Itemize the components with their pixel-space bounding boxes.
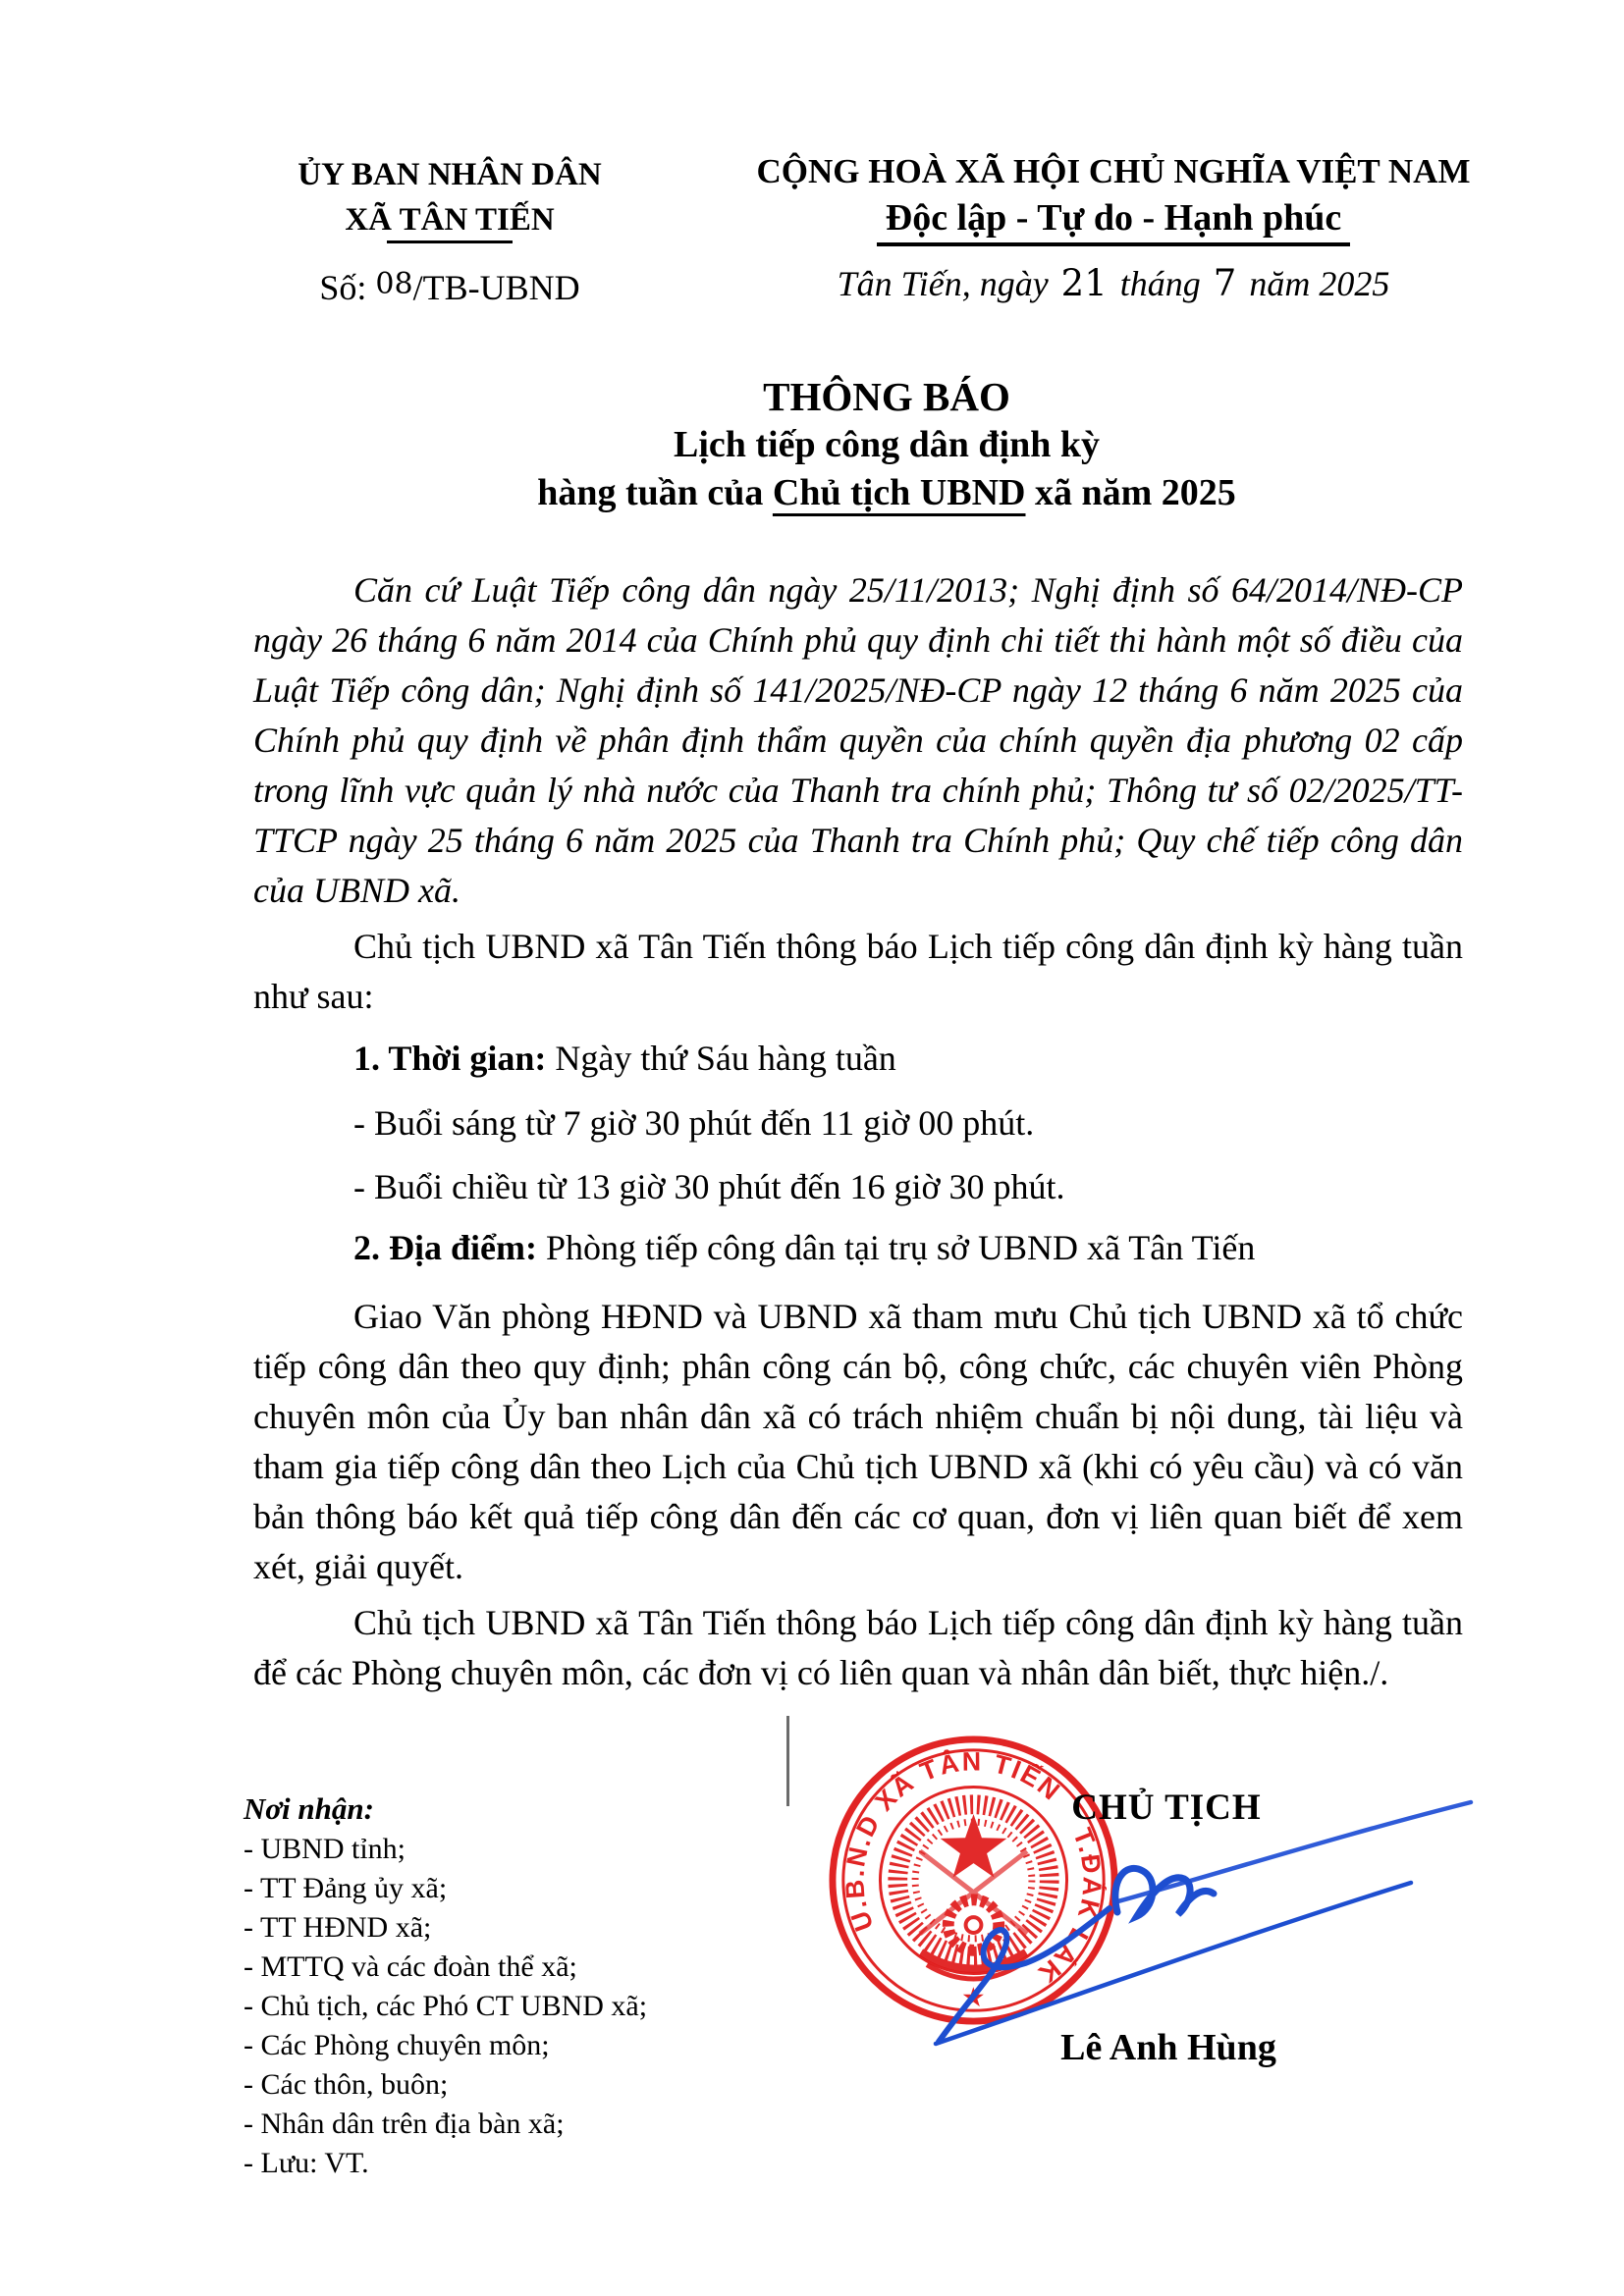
place-and-date-line <box>731 262 1496 304</box>
national-motto-line2: Độc lập - Tự do - Hạnh phúc <box>885 197 1342 239</box>
title-line3-post: xã năm 2025 <box>1025 472 1236 513</box>
document-number-label: Số: <box>319 268 376 307</box>
signature-stroke-tail-loop <box>939 1908 1110 2042</box>
closing-paragraph <box>253 1598 1463 1698</box>
signature-stroke-long-lower <box>936 1883 1411 2044</box>
recipient-item: - Các thôn, buôn; <box>244 2068 449 2101</box>
document-title-block <box>253 373 1520 517</box>
recipient-item: - TT Đảng ủy xã; <box>244 1872 448 1904</box>
issuing-org-block <box>263 152 636 313</box>
date-place: Tân Tiến, ngày <box>837 264 1049 303</box>
recipient-item: - Nhân dân trên địa bàn xã; <box>244 2108 565 2140</box>
seal-arc-text-left: U.B.N.D XÃ TÂN TIẾN <box>839 1746 1067 1936</box>
signer-name: Lê Anh Hùng <box>1060 2027 1276 2068</box>
document-number-suffix: /TB-UBND <box>412 268 580 307</box>
date-day: 21 <box>1060 262 1108 304</box>
afternoon-schedule-line: - Buổi chiều từ 13 giờ 30 phút đến 16 giờ 30 phút. <box>353 1167 1065 1206</box>
title-line1: THÔNG BÁO <box>763 374 1010 419</box>
recipient-item: - MTTQ và các đoàn thể xã; <box>244 1950 577 1983</box>
date-year: năm 2025 <box>1249 264 1390 303</box>
legal-basis-text: Căn cứ Luật Tiếp công dân ngày 25/11/2013; Nghị định số 64/2014/NĐ-CP ngày 26 tháng 6 năm 2014 của Chính phủ quy định chi tiết thi hành một số điều của Luật Tiếp công dân; Nghị định số 141/2025/NĐ-CP ngày 12 tháng 6 năm 2025 của Chính phủ quy định về phân định thẩm quyền của chính quyền địa phương 02 cấp trong lĩnh vực quản lý nhà nước của Thanh tra chính phủ; Thông tư số 02/2025/TT-TTCP ngày 25 tháng 6 năm 2025 của Thanh tra Chính phủ; Quy chế tiếp công dân của UBND xã. <box>253 570 1463 910</box>
title-line3 <box>253 469 1520 517</box>
title-line2: Lịch tiếp công dân định kỳ <box>674 424 1100 465</box>
closing-text: Chủ tịch UBND xã Tân Tiến thông báo Lịch tiếp công dân định kỳ hàng tuần để các Phòng chuyên môn, các đơn vị có liên quan và nhân dân biết, thực hiện./. <box>253 1603 1463 1692</box>
recipient-item: - Các Phòng chuyên môn; <box>244 2029 550 2061</box>
org-name-line2: XÃ TÂN TIẾN <box>345 202 555 238</box>
announcement-text: Chủ tịch UBND xã Tân Tiến thông báo Lịch tiếp công dân định kỳ hàng tuần như sau: <box>253 927 1463 1016</box>
morning-schedule-line: - Buổi sáng từ 7 giờ 30 phút đến 11 giờ 00 phút. <box>353 1103 1035 1143</box>
title-line3-underlined: Chủ tịch UBND <box>772 472 1026 513</box>
national-header-block <box>731 149 1496 304</box>
time-section-label: 1. Thời gian: <box>353 1039 547 1078</box>
national-motto-line1: CỘNG HOÀ XÃ HỘI CHỦ NGHĨA VIỆT NAM <box>756 152 1471 190</box>
recipient-item: - Chủ tịch, các Phó CT UBND xã; <box>244 1990 648 2022</box>
place-section-line <box>253 1223 1463 1273</box>
seal-arc-text-right: T.ĐẮK LẮK <box>1031 1824 1108 1990</box>
recipient-item: - TT HĐND xã; <box>244 1911 432 1944</box>
time-section-text: Ngày thứ Sáu hàng tuần <box>546 1039 896 1078</box>
document-number-value: 08 <box>375 267 413 301</box>
recipient-item: - UBND tỉnh; <box>244 1833 406 1865</box>
assignment-text: Giao Văn phòng HĐND và UBND xã tham mưu Chủ tịch UBND xã tổ chức tiếp công dân theo quy định; phân công cán bộ, công chức, các chuyên viên Phòng chuyên môn của Ủy ban nhân dân xã có trách nhiệm chuẩn bị nội dung, tài liệu và tham gia tiếp công dân theo Lịch của Chủ tịch UBND xã (khi có yêu cầu) và có văn bản thông báo kết quả tiếp công dân đến các cơ quan, đơn vị liên quan biết để xem xét, giải quyết. <box>253 1297 1463 1586</box>
signature-stroke-long-upper <box>1114 1802 1471 1902</box>
date-month: 7 <box>1213 262 1237 304</box>
signature-stroke-scribble <box>1115 1868 1214 1916</box>
announcement-paragraph <box>253 922 1463 1022</box>
recipients-label: Nơi nhận: <box>244 1791 374 1826</box>
legal-basis-paragraph <box>253 565 1463 916</box>
signer-title: CHỦ TỊCH <box>1071 1788 1262 1828</box>
place-section-text: Phòng tiếp công dân tại trụ sở UBND xã Tân Tiến <box>536 1228 1256 1267</box>
recipient-item: - Lưu: VT. <box>244 2147 369 2179</box>
title-line3-pre: hàng tuần của <box>537 472 773 513</box>
time-section-line <box>253 1034 1463 1084</box>
motto-underline <box>877 242 1350 246</box>
document-number <box>263 265 636 313</box>
org-name-line1: ỦY BAN NHÂN DÂN <box>298 157 602 192</box>
assignment-paragraph <box>253 1292 1463 1592</box>
recipients-block <box>244 1789 852 2183</box>
place-section-label: 2. Địa điểm: <box>353 1228 537 1267</box>
date-month-word: tháng <box>1119 264 1201 303</box>
seal-bottom-star-icon: ★ <box>961 1982 986 2013</box>
handwritten-signature <box>913 1787 1492 2061</box>
